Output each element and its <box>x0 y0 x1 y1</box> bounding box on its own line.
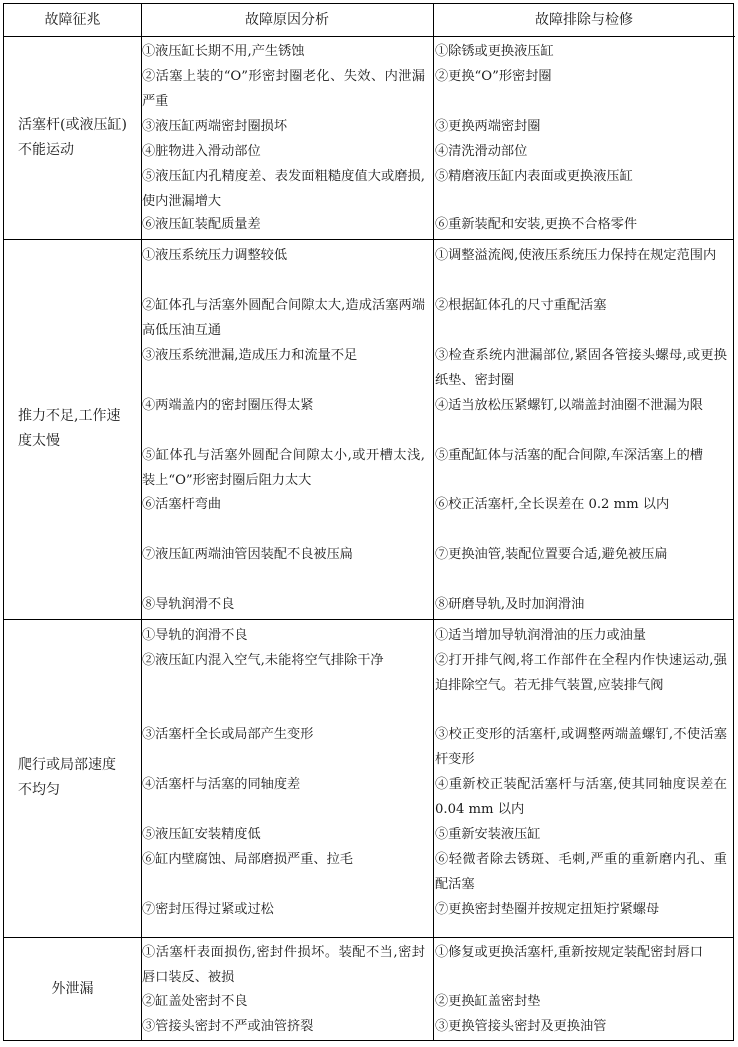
header-cause: 故障原因分析 <box>141 4 433 37</box>
column-divider <box>433 4 434 1040</box>
remedy-item: ①除锈或更换液压缸 <box>435 44 554 59</box>
cause-item: ⑥活塞杆弯曲 <box>142 497 222 512</box>
symptom-cell <box>4 37 141 239</box>
cause-item: ⑦液压缸两端油管因装配不良被压扁 <box>142 547 353 562</box>
symptom-text: 外泄漏 <box>51 981 94 997</box>
remedy-item: ⑤精磨液压缸内表面或更换液压缸 <box>435 169 633 184</box>
symptom-cell <box>4 619 141 937</box>
cause-item: ⑤液压缸安装精度低 <box>142 827 261 842</box>
remedy-item: ③校正变形的活塞杆,或调整两端盖螺钉,不使活塞杆变形 <box>435 727 727 767</box>
remedy-item: ②更换“O”形密封圈 <box>435 69 552 84</box>
remedy-item: ②根据缸体孔的尺寸重配活塞 <box>435 298 607 313</box>
remedy-item: ④重新校正装配活塞杆与活塞,使其同轴度误差在 0.04 mm 以内 <box>435 777 727 817</box>
remedy-item: ⑤重新安装液压缸 <box>435 827 541 842</box>
cause-item: ①液压缸长期不用,产生锈蚀 <box>142 44 305 59</box>
cause-item: ⑤缸体孔与活塞外圆配合间隙太小,或开槽太浅,装上“O”形密封圈后阻力太大 <box>142 448 425 488</box>
symptom-text: 推力不足,工作速度太慢 <box>18 408 121 449</box>
remedy-item: ⑧研磨导轨,及时加润滑油 <box>435 597 585 612</box>
cause-item: ⑥缸内壁腐蚀、局部磨损严重、拉毛 <box>142 852 353 867</box>
remedy-item: ⑦更换密封垫圈并按规定扭矩拧紧螺母 <box>435 902 660 917</box>
symptom-cell <box>4 937 141 1042</box>
cause-item: ③液压缸两端密封圈损坏 <box>142 119 288 134</box>
cause-item: ③活塞杆全长或局部产生变形 <box>142 727 314 742</box>
remedy-item: ④适当放松压紧螺钉,以端盖封油圈不泄漏为限 <box>435 398 703 413</box>
cause-item: ⑦密封压得过紧或过松 <box>142 902 274 917</box>
cause-item: ②缸体孔与活塞外圆配合间隙太大,造成活塞两端高低压油互通 <box>142 298 425 338</box>
remedy-item: ②更换缸盖密封垫 <box>435 994 541 1009</box>
cause-item: ①活塞杆表面损伤,密封件损坏。装配不当,密封唇口装反、被损 <box>142 945 425 985</box>
cause-item: ⑤液压缸内孔精度差、表发面粗糙度值大或磨损,使内泄漏增大 <box>142 169 425 209</box>
header-remedy: 故障排除与检修 <box>433 4 735 37</box>
remedy-item: ①适当增加导轨润滑油的压力或油量 <box>435 628 646 643</box>
header-symptom: 故障征兆 <box>4 4 141 37</box>
cause-item: ③管接头密封不严或油管挤裂 <box>142 1019 314 1034</box>
symptom-text: 爬行或局部速度不均匀 <box>18 757 116 798</box>
cause-item: ③液压系统泄漏,造成压力和流量不足 <box>142 348 358 363</box>
remedy-item: ⑥校正活塞杆,全长误差在 0.2 mm 以内 <box>435 497 670 512</box>
remedy-item: ③检查系统内泄漏部位,紧固各管接头螺母,或更换纸垫、密封圈 <box>435 348 727 388</box>
cause-item: ①液压系统压力调整较低 <box>142 248 288 263</box>
symptom-text: 活塞杆(或液压缸)不能运动 <box>18 117 127 158</box>
cause-item: ④脏物进入滑动部位 <box>142 144 261 159</box>
cause-item: ⑧导轨润滑不良 <box>142 597 235 612</box>
cause-item: ②液压缸内混入空气,未能将空气排除干净 <box>142 653 384 668</box>
remedy-item: ④清洗滑动部位 <box>435 144 528 159</box>
remedy-item: ⑥重新装配和安装,更换不合格零件 <box>435 217 638 232</box>
symptom-cell <box>4 239 141 619</box>
cause-item: ④活塞杆与活塞的同轴度差 <box>142 777 301 792</box>
remedy-item: ①调整溢流阀,使液压系统压力保持在规定范围内 <box>435 248 717 263</box>
remedy-item: ①修复或更换活塞杆,重新按规定装配密封唇口 <box>435 945 703 960</box>
remedy-item: ⑦更换油管,装配位置要合适,避免被压扁 <box>435 547 668 562</box>
cause-item: ②活塞上装的“O”形密封圈老化、失效、内泄漏严重 <box>142 69 425 109</box>
remedy-item: ⑤重配缸体与活塞的配合间隙,车深活塞上的槽 <box>435 448 703 463</box>
cause-item: ②缸盖处密封不良 <box>142 994 248 1009</box>
cause-item: ④两端盖内的密封圈压得太紧 <box>142 398 314 413</box>
remedy-item: ③更换管接头密封及更换油管 <box>435 1019 607 1034</box>
fault-table <box>3 3 734 1041</box>
cause-item: ⑥液压缸装配质量差 <box>142 217 261 232</box>
remedy-item: ②打开排气阀,将工作部件在全程内作快速运动,强迫排除空气。若无排气装置,应装排气阀 <box>435 653 727 693</box>
remedy-item: ⑥轻微者除去锈斑、毛刺,严重的重新磨内孔、重配活塞 <box>435 852 727 892</box>
remedy-item: ③更换两端密封圈 <box>435 119 541 134</box>
cause-item: ①导轨的润滑不良 <box>142 628 248 643</box>
